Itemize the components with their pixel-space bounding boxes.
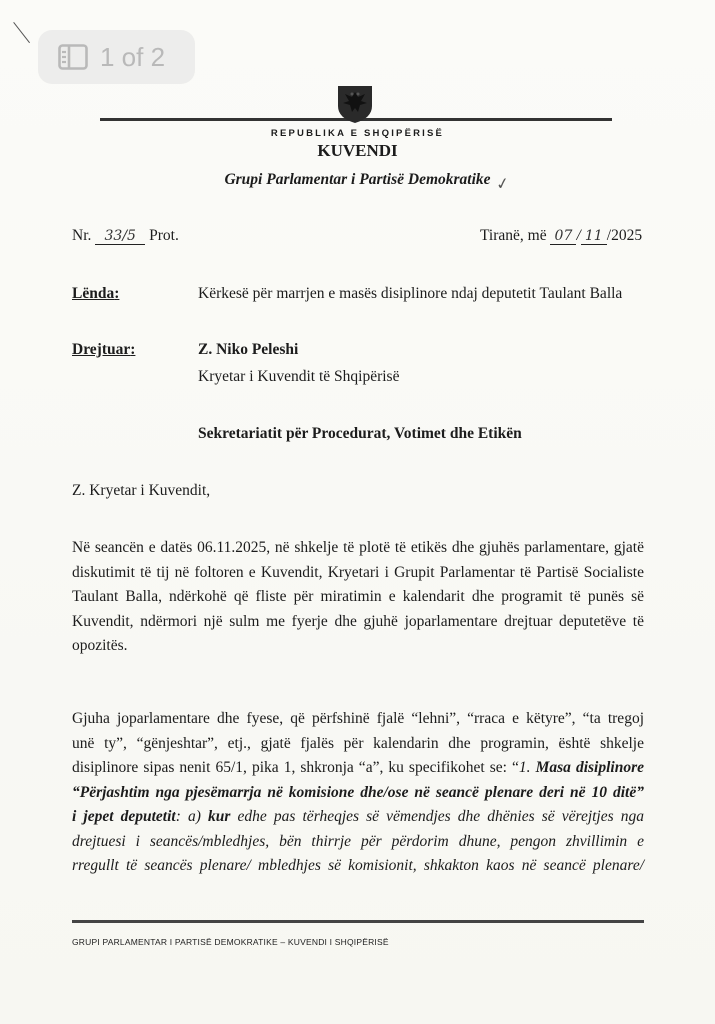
- paragraph-line: Taulant Balla, ndërkohë që fliste për miratimin e kalendarit dhe programit të punës së: [72, 588, 644, 605]
- page-fold-mark: [13, 22, 30, 43]
- handwritten-check-mark: ✓: [494, 174, 511, 195]
- date-year: /2025: [606, 227, 643, 244]
- subject-text: Kërkesë për marrjen e masës disiplinore ndaj deputetit Taulant Balla: [198, 285, 623, 302]
- secretariat-line: Sekretariatit për Procedurat, Votimet dhe Etikën: [198, 425, 522, 442]
- paragraph-line: Gjuha joparlamentare dhe fyese, që përfshinë fjalë “lehni”, “rraca e këtyre”, “ta tregoj: [72, 710, 644, 727]
- eagle-emblem-icon: [334, 82, 376, 124]
- date-line: Tiranë, më 07 / 11 /2025: [480, 227, 643, 244]
- footer-text: GRUPI PARLAMENTAR I PARTISË DEMOKRATIKE – KUVENDI I SHQIPËRISË: [72, 937, 389, 947]
- paragraph-line: unë ty”, “gënjeshtar”, etj., gjatë fjalës për kalendarin dhe programin, është shkelje: [72, 734, 644, 752]
- subject-label: Lënda:: [72, 285, 120, 302]
- republic-heading: REPUBLIKA E SHQIPËRISË: [270, 128, 445, 139]
- paragraph-line: Kuvendit, ndërmori një sulm me fyerje dhe gjuhë joparlamentare drejtuar deputetëve të: [72, 612, 644, 630]
- nr-value: 33/5: [95, 229, 145, 245]
- paragraph-line: drejtuesi i seancës/mbledhjes, bën thirrje për përdorim dhune, pengon zhvillimin e: [72, 832, 644, 850]
- page-indicator[interactable]: [38, 30, 195, 84]
- date-month: 11: [581, 229, 607, 245]
- paragraph-line: i jepet deputetit: a) kur edhe pas tërheqjes së vëmendjes dhe dhënies së vërejtjes nga: [72, 808, 644, 825]
- place-label: Tiranë, më: [480, 227, 547, 244]
- date-day: 07: [550, 229, 576, 245]
- paragraph-line: disiplinore sipas nenit 65/1, pika 1, shkronja “a”, ku specifikohet se: “1. Masa disiplinore: [72, 759, 645, 776]
- addressee-label: Drejtuar:: [72, 341, 136, 358]
- institution-heading: KUVENDI: [317, 141, 398, 160]
- paragraph-2: [72, 707, 644, 879]
- group-heading: Grupi Parlamentar i Partisë Demokratike: [224, 171, 491, 188]
- paragraph-line: diskutimit të tij në foltoren e Kuvendit, Kryetari i Grupit Parlamentar të Partisë Socialiste: [72, 563, 644, 581]
- paragraph-line: “Përjashtim nga pjesëmarrja në komisione dhe/ose në seancë plenare deri në 10 ditë”: [72, 783, 644, 801]
- salutation: Z. Kryetar i Kuvendit,: [72, 482, 211, 499]
- nr-label: Nr.: [72, 227, 92, 244]
- prot-label: Prot.: [149, 227, 179, 244]
- addressee-name: Z. Niko Peleshi: [198, 341, 299, 358]
- paragraph-line: rregullt të seancës plenare/ mbledhjes së komisionit, shkakton kaos në seancë plenare/: [72, 857, 644, 874]
- footer-rule: [72, 920, 644, 923]
- addressee-title: Kryetar i Kuvendit të Shqipërisë: [198, 368, 400, 385]
- protocol-number: [72, 227, 179, 245]
- paragraph-line: opozitës.: [72, 637, 128, 654]
- paragraph-1: [72, 536, 644, 659]
- page-indicator-label: 1 of 2: [100, 41, 166, 72]
- paragraph-line: Në seancën e datës 06.11.2025, në shkelje të plotë të etikës dhe gjuhës parlamentare, gjatë: [72, 539, 644, 556]
- page-thumbnail-icon: [58, 44, 88, 70]
